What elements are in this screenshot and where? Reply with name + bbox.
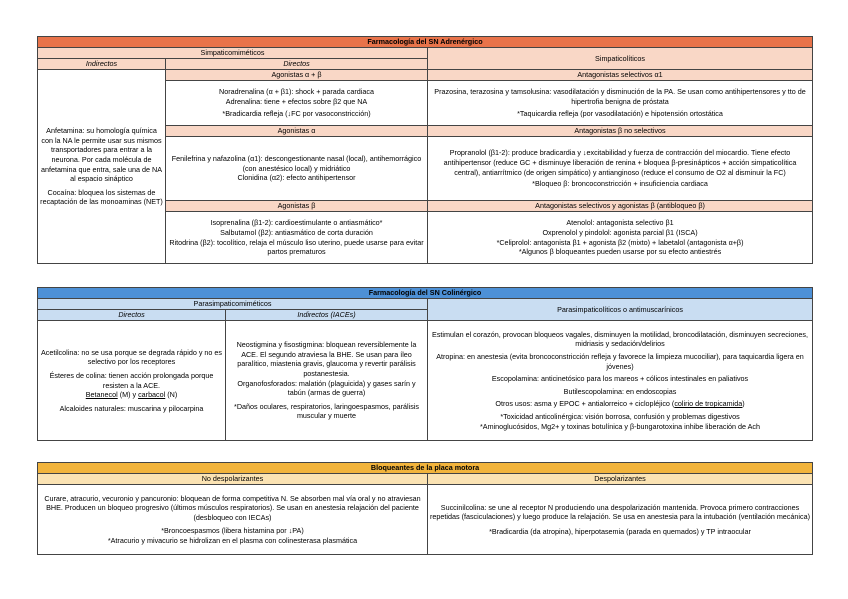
- scopolamine-text: Escopolamina: anticinetósico para los mareos + cólicos intestinales en paliativos: [491, 374, 749, 384]
- salbutamol-text: Salbutamol (β2): antiasmático de corta duración: [220, 227, 373, 237]
- atracurium-note: *Atracurio y mivacurio se hidrolizan en el plasma con colinesterasa plasmática: [107, 535, 358, 545]
- amphetamine-text: Anfetamina: su homología química con la NA le permite usar sus mismos transportadores para entrar a la neurona. Por cada molécula de anfetamina que entra, sale una de NA al espacio sináptico: [40, 126, 163, 184]
- aminoglycosides-note: *Aminoglucósidos, Mg2+ y toxinas botulínica y β-bungarotoxina inhibe liberación de Ach: [480, 421, 761, 431]
- atenolol-text: Atenolol: antagonista selectivo β1: [566, 218, 674, 228]
- motor-plate-table: [37, 462, 813, 555]
- selective-antagonists-title: Antagonistas selectivos y agonistas β (antibloqueo β): [428, 201, 813, 212]
- agonists-ab-cell: [166, 81, 428, 126]
- direct-header: Directos: [166, 59, 428, 70]
- non-depolarizing-header: No despolarizantes: [38, 474, 428, 485]
- chol-direct-header: Directos: [38, 310, 226, 321]
- agonists-ab-note: *Bradicardia refleja (↓FC por vasoconstricción): [222, 109, 371, 119]
- adrenaline-text: Adrenalina: tiene + efectos sobre β2 que NA: [225, 96, 368, 106]
- neostigmine-text: Neostigmina y fisostigmina: bloquean reversiblemente la ACE. El segundo atraviesa la BHE. Se usan para íleo paralítico, miastenia gravis, glaucoma y revertir parálisis postanestesia.: [236, 340, 417, 378]
- depolarizing-cell: [428, 485, 813, 555]
- curare-text: Curare, atracurio, vecuronio y pancuronio: bloquean de forma competitiva N. Se absorben mal vía oral y no atraviesan BHE. Producen un bloqueo progresivo (últimos músculos respiratorios). Se usan en anestesia relajación del paciente (desbloqueo con IECAs): [44, 493, 421, 522]
- motor-title: Bloqueantes de la placa motora: [38, 463, 813, 474]
- non-depolarizing-cell: [38, 485, 428, 555]
- noradrenaline-text: Noradrenalina (α + β1): shock + parada cardiaca: [219, 87, 374, 97]
- other-uses-main: Otros usos: asma y EPOC + antialorreico + ciclopléjico (: [495, 399, 675, 409]
- sympathomimetics-header: Simpaticomiméticos: [38, 48, 428, 59]
- indirect-header: Indirectos: [38, 59, 166, 70]
- antagonists-b-cell: [428, 137, 813, 201]
- chol-indirect-cell: [226, 321, 428, 441]
- atropine-text: Atropina: en anestesia (evita broncoconstricción refleja y favorece la limpieza mucociliar), para taquicardia ligera en jóvenes): [436, 352, 804, 371]
- celiprolol-text: *Celiprolol: antagonista β1 + agonista β2 (mixto) + labetalol (antagonista α+β): [496, 237, 744, 247]
- choline-esters-main: Ésteres de colina: tienen acción prolongada porque resisten a la ACE.: [49, 370, 214, 390]
- agonists-a-title: Agonistas α: [166, 126, 428, 137]
- chol-direct-cell: [38, 321, 226, 441]
- butylscopolamine-text: Butilescopolamina: en endoscopias: [563, 386, 677, 396]
- adrenergic-table: [37, 36, 813, 264]
- parasympatholytics-header: Parasimpaticolíticos o antimuscarínicos: [428, 299, 813, 321]
- phenylephrine-text: Fenilefrina y nafazolina (α1): descongestionante nasal (local), antihemorrágico (con anestésico local) y midriático: [171, 154, 422, 173]
- choline-esters-text: [40, 371, 223, 400]
- agonists-a-cell: [166, 137, 428, 201]
- depolarizing-header: Despolarizantes: [428, 474, 813, 485]
- bronchospasm-note: *Broncoespasmos (libera histamina por ↓PA): [161, 526, 304, 536]
- acetylcholine-text: Acetilcolina: no se usa porque se degrada rápido y no es selectivo por los receptores: [40, 347, 222, 367]
- antagonists-a1-cell: [428, 81, 813, 126]
- tropicamide-text: colirio de tropicamida: [674, 399, 743, 409]
- propranolol-text: Propranolol (β1-2): produce bradicardia y ↓excitabilidad y fuerza de contracción del miocardio. Tiene efecto antihipertensor (reduce GC + disminuye liberación de renina + bloquea β-presinápticos + acción simpaticolítica central), antiarrítmico (de origen simpático) y antianginoso (reduce el consumo de O2 al disminuir la FC): [443, 148, 797, 177]
- organophosphates-note: *Daños oculares, respiratorios, laringoespasmos, parálisis muscular y muerte: [234, 401, 419, 421]
- selective-antagonists-cell: [428, 212, 813, 264]
- isoprenaline-text: Isoprenalina (β1-2): cardioestimulante o antiasmático*: [210, 218, 383, 228]
- sympatholytics-header: Simpaticolíticos: [428, 48, 813, 70]
- agonists-b-cell: [166, 212, 428, 264]
- antimuscarinic-effects-text: Estimulan el corazón, provocan bloqueos vagales, disminuyen la motilidad, broncodilatación, disminuyen secreciones, midriasis y sedación/delirios: [432, 329, 808, 349]
- oxprenolol-text: Oxprenolol y pindolol: agonista parcial β1 (ISCA): [542, 227, 698, 237]
- antagonists-b-note: *Bloqueo β: broncoconstricción + insuficiencia cardiaca: [532, 179, 708, 189]
- agonists-ab-title: Agonistas α + β: [166, 70, 428, 81]
- prazosin-text: Prazosina, terazosina y tamsolusina: vasodilatación y disminución de la PA. Se usan como antihipertensores y tto de hipertrofia benigna de próstata: [434, 87, 806, 106]
- parasympathomimetics-header: Parasimpaticomiméticos: [38, 299, 428, 310]
- cholinergic-title: Farmacología del SN Colinérgico: [38, 288, 813, 299]
- succinylcholine-text: Succinilcolina: se une al receptor N produciendo una despolarización mantenida. Provoca primero contracciones repetidas (fasciculaciones) y luego produce la relajación. Se usa en anestesia para la intubación (ventilación mecánica): [430, 502, 810, 522]
- natural-alkaloids-text: Alcaloides naturales: muscarina y pilocarpina: [59, 403, 204, 413]
- clonidine-text: Clonidina (α2): efecto antihipertensor: [237, 173, 356, 183]
- antistress-note: *Algunos β bloqueantes pueden usarse por su efecto antiestrés: [518, 247, 722, 257]
- cocaine-text: Cocaína: bloquea los sistemas de recaptación de las monoaminas (NET): [40, 187, 163, 207]
- cholinergic-table: [37, 287, 813, 441]
- chol-indirect-header: Indirectos (IACEs): [226, 310, 428, 321]
- choline-esters-joiner: (M) y: [117, 390, 139, 400]
- other-uses-text: [430, 399, 810, 409]
- antagonists-a1-note: *Taquicardia refleja (por vasodilatación) e hipotensión ortostática: [517, 109, 723, 119]
- organophosphates-text: Organofosforados: malatión (plaguicida) y gases sarín y tabún (armas de guerra): [237, 378, 416, 398]
- choline-esters-suffix: (N): [165, 390, 178, 400]
- bethanechol-text: Betanecol: [85, 390, 118, 400]
- bradycardia-note: *Bradicardia (da atropina), hiperpotasemia (parada en quemados) y TP intraocular: [489, 526, 751, 536]
- anticholinergic-toxicity-note: *Toxicidad anticolinérgica: visión borrosa, confusión y problemas digestivos: [500, 411, 740, 421]
- antagonists-a1-title: Antagonistas selectivos α1: [428, 70, 813, 81]
- antagonists-b-title: Antagonistas β no selectivos: [428, 126, 813, 137]
- ritodrine-text: Ritodrina (β2): tocolítico, relaja el músculo liso uterino, puede usarse para evitar partos prematuros: [169, 237, 424, 257]
- adrenergic-title: Farmacología del SN Adrenérgico: [38, 37, 813, 48]
- indirect-cell: [38, 70, 166, 264]
- antimuscarinics-cell: [428, 321, 813, 441]
- other-uses-close: ): [742, 399, 745, 409]
- agonists-b-title: Agonistas β: [166, 201, 428, 212]
- carbachol-text: carbacol: [138, 390, 166, 400]
